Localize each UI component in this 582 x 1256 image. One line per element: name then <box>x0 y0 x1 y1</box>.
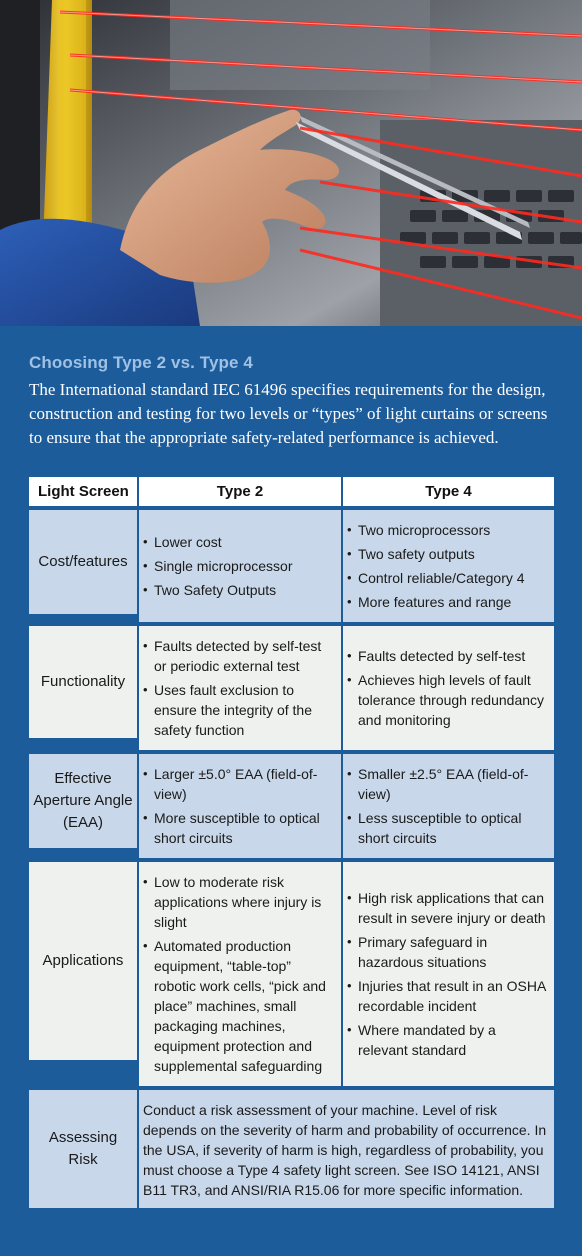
list-item: • Smaller ±2.5° EAA (field-of-view) <box>347 764 548 804</box>
row-label-assessing-risk: Assessing Risk <box>29 1090 137 1208</box>
row-label-eaa: Effective Aperture Angle (EAA) <box>29 754 137 848</box>
list-item: • Control reliable/Category 4 <box>347 568 548 588</box>
list-item: • More features and range <box>347 592 548 612</box>
intro-paragraph: The International standard IEC 61496 specifies requirements for the design, construction and testing for two levels or “types” of light curtains or screens to ensure that the appropriate safety-related performance is achieved. <box>29 380 548 447</box>
list-item: • Primary safeguard in hazardous situations <box>347 932 548 972</box>
cell-type2-eaa <box>139 754 341 858</box>
list-item: • Low to moderate risk applications where injury is slight <box>143 872 335 932</box>
header-type-2: Type 2 <box>139 477 341 506</box>
list-item: • Two Safety Outputs <box>143 580 335 600</box>
light-curtain-illustration <box>0 0 582 326</box>
row-label-cost-features: Cost/features <box>29 510 137 614</box>
cell-assessing-risk <box>139 1090 554 1208</box>
list-item: • Two microprocessors <box>347 520 548 540</box>
list-item: • Lower cost <box>143 532 335 552</box>
list-item: • Larger ±5.0° EAA (field-of-view) <box>143 764 335 804</box>
list-item: • Single microprocessor <box>143 556 335 576</box>
cell-type2-cost-features <box>139 510 341 622</box>
cell-type2-applications <box>139 862 341 1086</box>
list-item: • Faults detected by self-test <box>347 646 548 666</box>
hero-photo <box>0 0 582 326</box>
list-item: • Achieves high levels of fault tolerance through redundancy and monitoring <box>347 670 548 730</box>
comparison-table <box>29 477 554 1208</box>
assessing-risk-text: Conduct a risk assessment of your machine. Level of risk depends on the severity of harm and probability of occurrence. In the USA, if severity of harm is high, regardless of probability, you must choose a Type 4 safety light screen. See ISO 14121, ANSI B11 TR3, and ANSI/RIA R15.06 for more specific information. <box>143 1102 547 1198</box>
cell-type4-applications <box>343 862 554 1086</box>
list-item: • Automated production equipment, “table-top” robotic work cells, “pick and place” machines, small packaging machines, equipment protection and supplemental safeguarding <box>143 936 335 1076</box>
cell-type2-functionality <box>139 626 341 750</box>
header-type-4: Type 4 <box>343 477 554 506</box>
section-heading: Choosing Type 2 vs. Type 4 <box>29 353 253 372</box>
list-item: • Uses fault exclusion to ensure the integrity of the safety function <box>143 680 335 740</box>
list-item: • Where mandated by a relevant standard <box>347 1020 548 1060</box>
list-item: • Two safety outputs <box>347 544 548 564</box>
list-item: • Less susceptible to optical short circuits <box>347 808 548 848</box>
cell-type4-cost-features <box>343 510 554 622</box>
row-label-functionality: Functionality <box>29 626 137 738</box>
list-item: • Faults detected by self-test or periodic external test <box>143 636 335 676</box>
cell-type4-functionality <box>343 626 554 750</box>
list-item: • High risk applications that can result in severe injury or death <box>347 888 548 928</box>
header-light-screen: Light Screen <box>29 477 137 506</box>
list-item: • More susceptible to optical short circuits <box>143 808 335 848</box>
row-label-applications: Applications <box>29 862 137 1060</box>
list-item: • Injuries that result in an OSHA recordable incident <box>347 976 548 1016</box>
cell-type4-eaa <box>343 754 554 858</box>
